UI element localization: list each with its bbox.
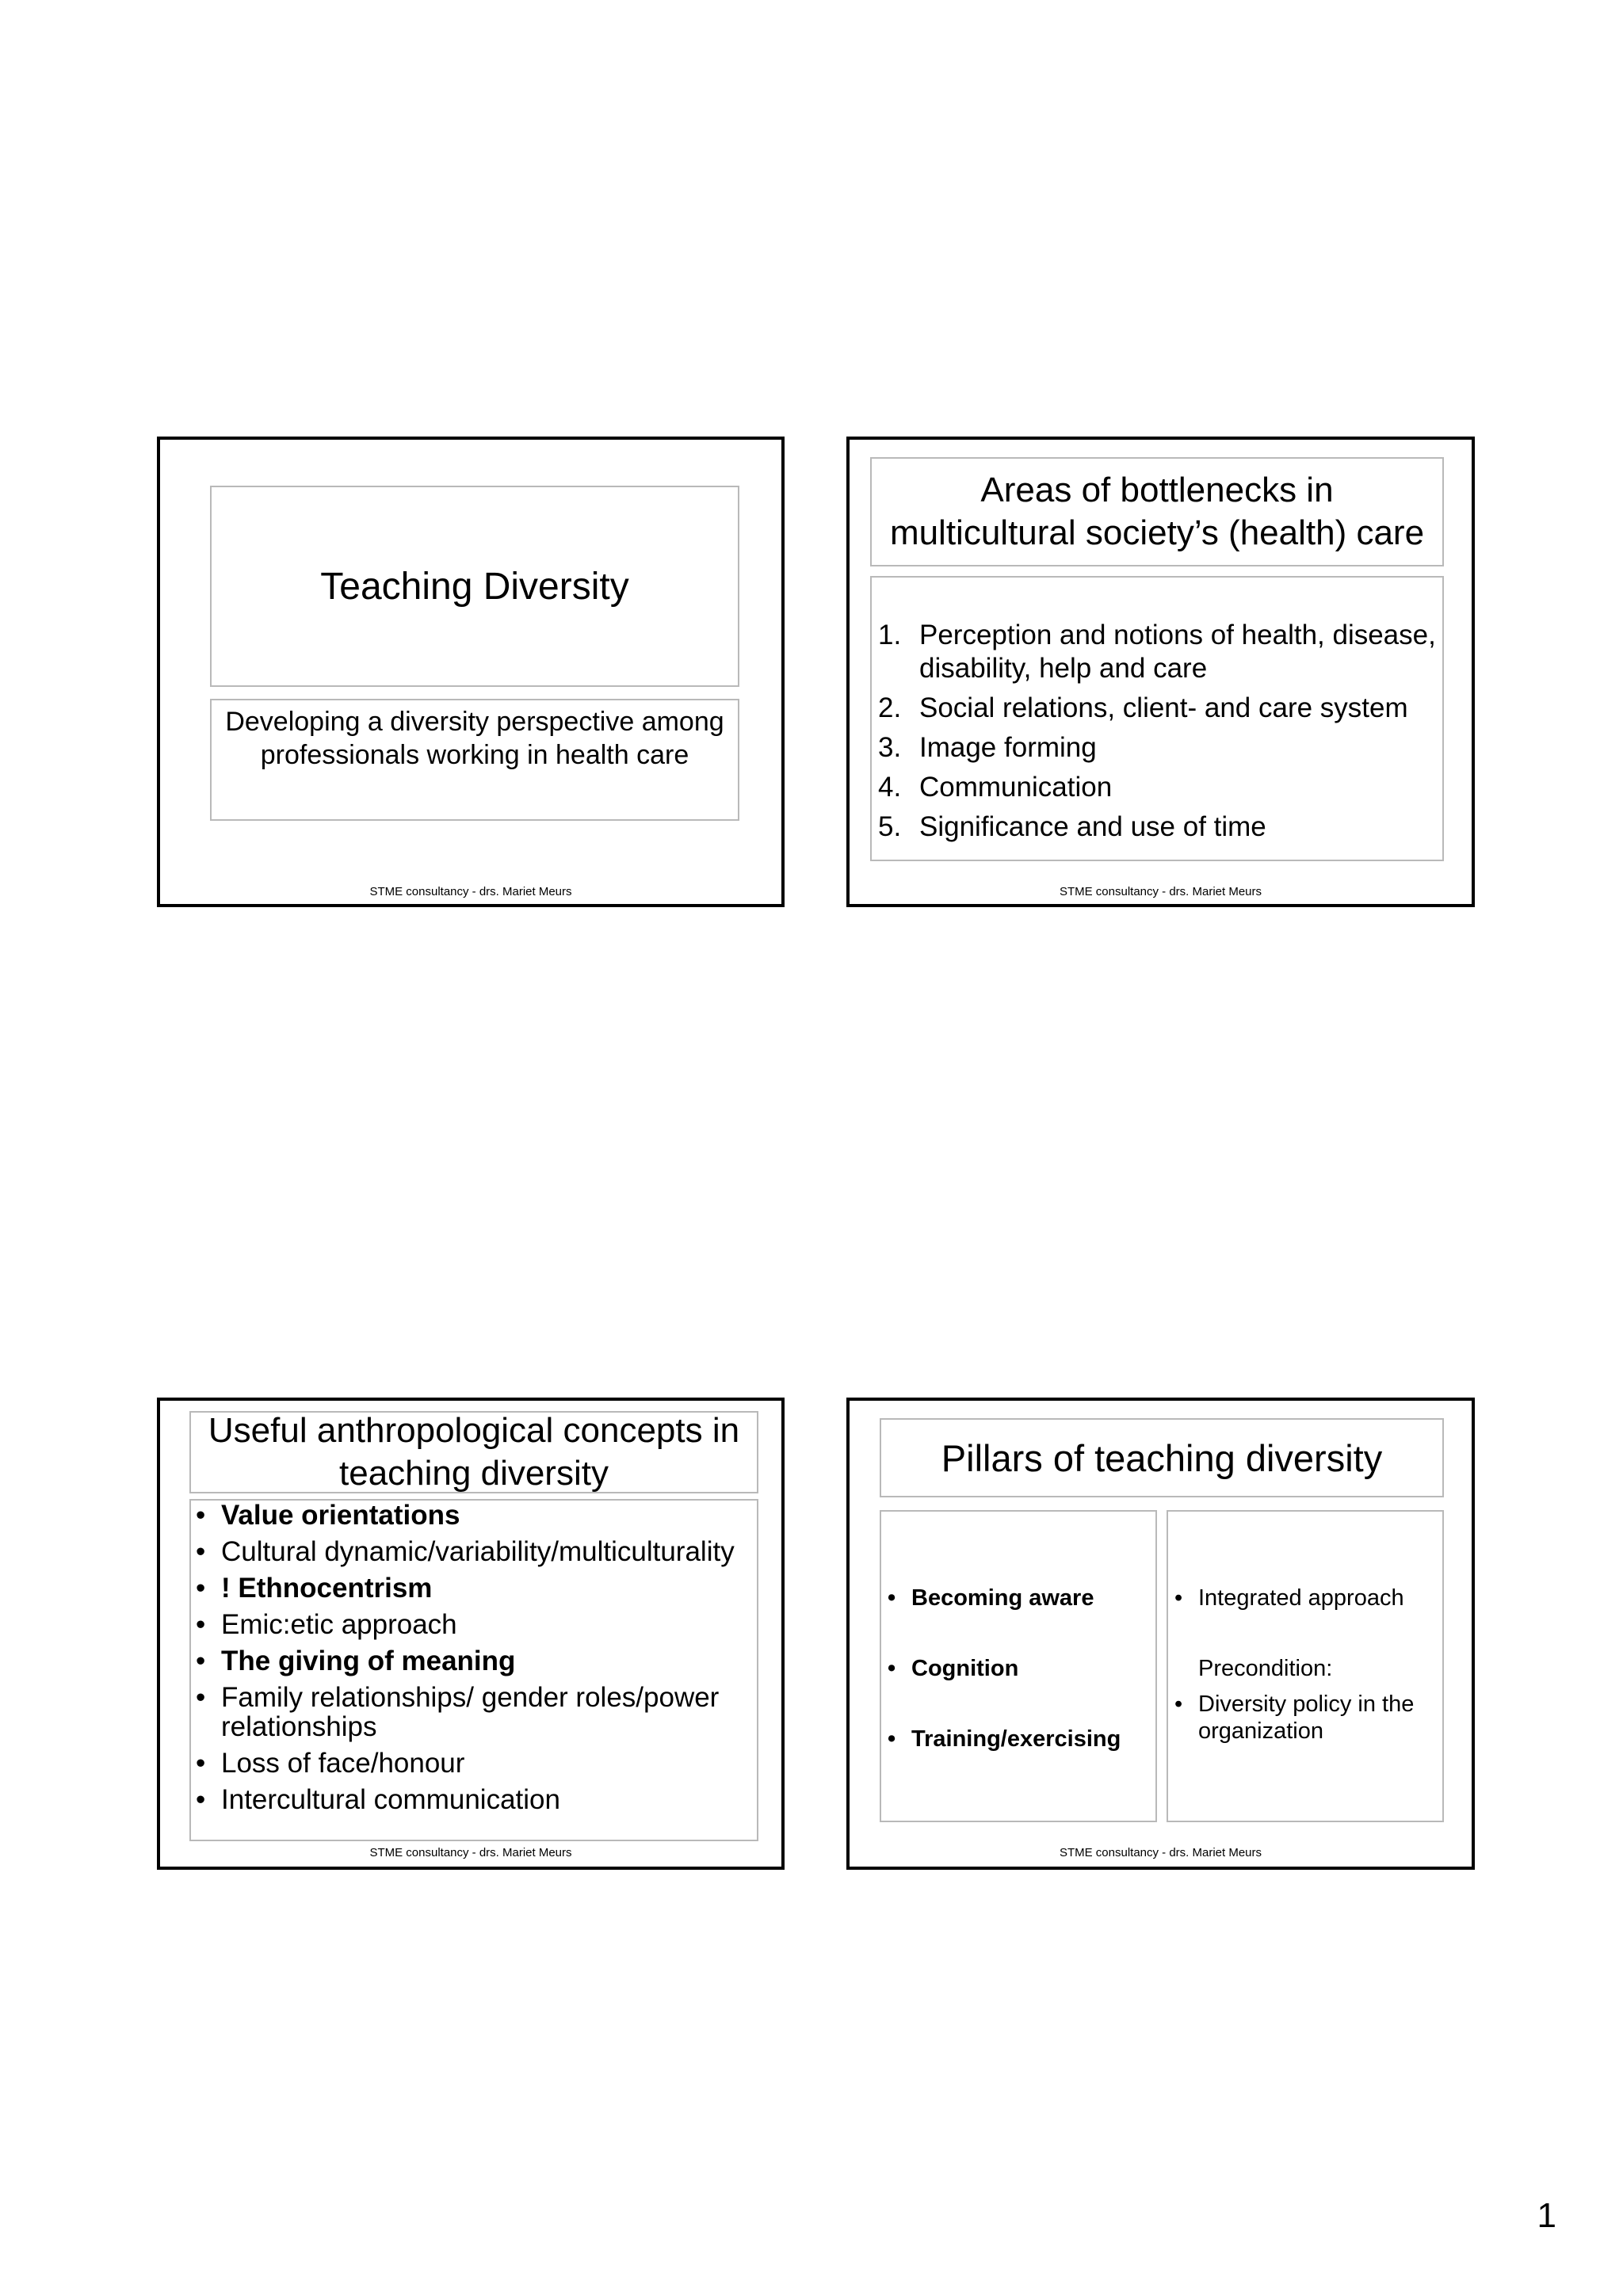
slide-2-title: Areas of bottlenecks in multicultural society’s (health) care xyxy=(889,471,1425,552)
list-text: Significance and use of time xyxy=(919,811,1266,842)
slide-3 xyxy=(157,1398,785,1870)
precondition-text: Precondition: xyxy=(1198,1656,1333,1681)
slide-3-footer: STME consultancy - drs. Mariet Meurs xyxy=(369,1846,572,1859)
list-number: 1. xyxy=(878,620,902,650)
bullet: • xyxy=(196,1682,206,1713)
slide-2-footer: STME consultancy - drs. Mariet Meurs xyxy=(1059,885,1262,898)
pillar-item xyxy=(881,1726,1121,1753)
list-text: Communication xyxy=(919,772,1113,803)
page-number: 1 xyxy=(1537,2196,1556,2235)
bullet: • xyxy=(196,1784,206,1815)
slide-1-subtitle: Developing a diversity perspective among professionals working in health care xyxy=(225,707,724,770)
slide-4-title-box xyxy=(880,1418,1444,1497)
list-item xyxy=(191,1610,754,1639)
list-number: 5. xyxy=(878,811,902,842)
list-item xyxy=(878,731,1436,765)
slide-1 xyxy=(157,437,785,907)
list-item xyxy=(878,810,1436,844)
bullet: • xyxy=(1174,1691,1183,1717)
slide-1-subtitle-box xyxy=(210,699,739,821)
list-number: 2. xyxy=(878,692,902,723)
slide-3-list xyxy=(191,1501,757,1814)
pillar-item xyxy=(881,1655,1018,1682)
pillar-item xyxy=(1168,1585,1404,1611)
bullet: • xyxy=(196,1609,206,1640)
pillar-item xyxy=(1168,1691,1428,1745)
list-item xyxy=(878,692,1436,725)
bullet: • xyxy=(196,1646,206,1676)
slide-1-title-box xyxy=(210,486,739,687)
pillar-text: Diversity policy in the organization xyxy=(1198,1691,1415,1744)
pillar-text: Training/exercising xyxy=(911,1726,1121,1752)
list-text: Loss of face/honour xyxy=(221,1748,465,1779)
list-number: 3. xyxy=(878,732,902,763)
precondition-label xyxy=(1168,1655,1332,1682)
slide-2-title-box xyxy=(870,457,1444,566)
list-text: ! Ethnocentrism xyxy=(221,1573,433,1604)
slide-4-title: Pillars of teaching diversity xyxy=(941,1436,1383,1479)
pillar-text: Becoming aware xyxy=(911,1585,1094,1611)
list-text: Image forming xyxy=(919,732,1097,763)
slide-1-footer: STME consultancy - drs. Mariet Meurs xyxy=(369,885,572,898)
list-item xyxy=(878,771,1436,804)
slide-3-title: Useful anthropological concepts in teaching diversity xyxy=(208,1411,740,1493)
list-text: Emic:etic approach xyxy=(221,1609,457,1640)
slide-1-title: Teaching Diversity xyxy=(320,565,629,608)
list-item xyxy=(191,1501,754,1530)
list-item xyxy=(191,1573,754,1603)
bullet: • xyxy=(196,1500,206,1531)
list-item xyxy=(191,1646,754,1676)
slide-4 xyxy=(846,1398,1475,1870)
slide-3-body-box xyxy=(189,1499,758,1841)
slide-2-list xyxy=(872,578,1442,844)
list-item xyxy=(191,1537,754,1566)
bullet: • xyxy=(196,1536,206,1567)
slide-2-body-box xyxy=(870,576,1444,861)
list-text: Value orientations xyxy=(221,1500,460,1531)
bullet: • xyxy=(196,1573,206,1604)
pillar-text: Integrated approach xyxy=(1198,1585,1404,1611)
list-text: Cultural dynamic/variability/multiculturality xyxy=(221,1536,735,1567)
bullet: • xyxy=(196,1748,206,1779)
slide-2 xyxy=(846,437,1475,907)
slide-3-title-box xyxy=(189,1411,758,1493)
list-text: Social relations, client- and care system xyxy=(919,692,1408,723)
list-text: The giving of meaning xyxy=(221,1646,516,1676)
list-item xyxy=(191,1683,754,1741)
list-item xyxy=(878,619,1436,685)
pillar-item xyxy=(881,1585,1094,1611)
list-text: Perception and notions of health, disease, disability, help and care xyxy=(919,620,1436,684)
list-item xyxy=(191,1749,754,1778)
slide-4-right-box xyxy=(1167,1510,1444,1822)
pillar-text: Cognition xyxy=(911,1656,1019,1681)
slide-4-footer: STME consultancy - drs. Mariet Meurs xyxy=(1059,1846,1262,1859)
list-item xyxy=(191,1785,754,1814)
list-text: Family relationships/ gender roles/power relationships xyxy=(221,1682,720,1742)
bullet: • xyxy=(888,1656,896,1681)
bullet: • xyxy=(888,1726,896,1752)
bullet: • xyxy=(1174,1585,1183,1611)
slide-4-left-box xyxy=(880,1510,1157,1822)
bullet: • xyxy=(888,1585,896,1611)
list-text: Intercultural communication xyxy=(221,1784,560,1815)
list-number: 4. xyxy=(878,772,902,803)
